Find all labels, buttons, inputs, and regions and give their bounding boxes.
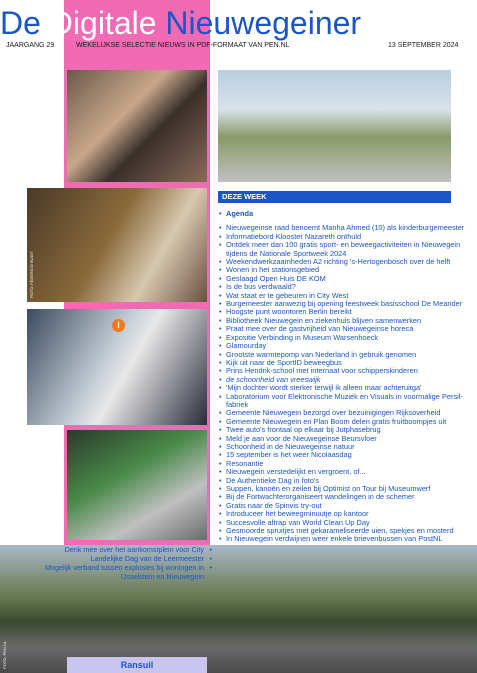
- issue-date: 13 SEPTEMBER 2024: [388, 42, 459, 49]
- toc-item[interactable]: • Nieuwegein verstedelijkt en vergroent, of...: [218, 468, 468, 476]
- toc-item[interactable]: • Wonen in het stationsgebied: [218, 266, 468, 274]
- toc-item[interactable]: • Burgemeester aanwezig bij opening feestweek basisschool De Meander: [218, 300, 468, 308]
- photo-clean-up-day[interactable]: [67, 430, 207, 540]
- title-part-digitale: Digitale: [49, 5, 157, 41]
- footer-label[interactable]: Ransuil: [67, 657, 207, 673]
- photo-musicians[interactable]: [27, 188, 207, 302]
- title-part-nieuwegeiner: Nieuwegeiner: [165, 5, 362, 41]
- toc-item[interactable]: • Succesvolle aftrap van World Clean Up Day: [218, 519, 468, 527]
- toc-item[interactable]: • Glamourday: [218, 342, 468, 350]
- toc-item[interactable]: • Twee auto's frontaal op elkaar bij Jutphasebrug: [218, 426, 468, 434]
- toc-list: [218, 210, 468, 544]
- toc-item[interactable]: • Bij de Fortwachterorganiseert wandelingen in de schemer: [218, 493, 468, 501]
- toc-item[interactable]: • Gratis naar de Spinvis try-out: [218, 502, 468, 510]
- title-part-de: De: [0, 5, 41, 41]
- toc-item[interactable]: • In Nieuwegein verdwijnen weer enkele brievenbussen van PostNL: [218, 535, 468, 543]
- toc-item[interactable]: • Hoogste punt woontoren Berlin bereikt: [218, 308, 468, 316]
- toc-item[interactable]: • Introduceer het beweegminuutje op kantoor: [218, 510, 468, 518]
- photo-credit: FOTO: FEDERICO BUDIT: [29, 250, 34, 298]
- photo-credit: FOTO: PEN.NL: [2, 641, 7, 669]
- toc-item[interactable]: • Is de bus verdwaald?: [218, 283, 468, 291]
- toc-item[interactable]: • Geslaagd Open Huis DE KOM: [218, 275, 468, 283]
- toc-item[interactable]: • Bibliotheek Nieuwegein en ziekenhuis blijven samenwerken: [218, 317, 468, 325]
- toc-item[interactable]: • Suppen, kanoën en zeilen bij Optimist on Tour bij Museumwerf: [218, 485, 468, 493]
- toc-item[interactable]: • Kijk uit naar de SportID beweegbus: [218, 359, 468, 367]
- toc-item[interactable]: • Ontdek meer dan 100 gratis sport- en beweegactiviteiten in Nieuwegein tijdens de Nationale Sportweek 2024: [218, 241, 468, 258]
- left-toc-item[interactable]: Mogelijk verband tussen explosies bij woningen in IJsselstein en Nieuwegein •: [30, 563, 212, 581]
- toc-item[interactable]: • Laboratorium voor Elektronische Muziek en Visuals in voormalige Persil-fabriek: [218, 393, 468, 410]
- toc-item[interactable]: • Meld je aan voor de Nieuwegeinse Beursvloer: [218, 435, 468, 443]
- info-icon: i: [112, 319, 125, 332]
- tagline: WEKELIJKSE SELECTIE NIEUWS IN PDF-FORMAAT VAN PEN.NL: [76, 42, 290, 49]
- toc-item-agenda[interactable]: • Agenda: [218, 210, 468, 218]
- toc-item[interactable]: • Gemeente Nieuwegein en Plan Boom delen gratis fruitboompjes uit: [218, 418, 468, 426]
- photo-kinderburgemeester[interactable]: [67, 70, 207, 182]
- toc-item[interactable]: • De Authentieke Dag in foto's: [218, 477, 468, 485]
- toc-item[interactable]: • Weekendwerkzaamheden A2 richting 's-Hertogenbosch over de helft: [218, 258, 468, 266]
- section-heading-deze-week: DEZE WEEK: [218, 191, 451, 203]
- toc-item[interactable]: • Gemeente Nieuwegein bezorgd over bezuinigingen Rijksoverheid: [218, 409, 468, 417]
- toc-item[interactable]: • Informatiebord Klooster Nazareth onthuld: [218, 233, 468, 241]
- volume-label: JAARGANG 29: [6, 42, 55, 49]
- toc-item[interactable]: • Grootste warmtepomp van Nederland in gebruik genomen: [218, 351, 468, 359]
- left-toc-item[interactable]: Denk mee over het aankomstplein voor City •: [30, 545, 212, 554]
- left-toc-list: [30, 545, 212, 581]
- toc-item[interactable]: • Praat mee over de gastvrijheid van Nieuwegeinse horeca: [218, 325, 468, 333]
- toc-item[interactable]: • Nieuwegeinse raad benoemt Manha Ahmed (10) als kinderburgemeester: [218, 224, 468, 232]
- toc-item[interactable]: • Gesmoorde spruitjes met gekarameliseerde uien, spekjes en mosterd: [218, 527, 468, 535]
- left-toc-item[interactable]: Landelijke Dag van de Leermeester •: [30, 554, 212, 563]
- toc-item[interactable]: • 15 september is het weer Nicolaasdag: [218, 451, 468, 459]
- toc-item[interactable]: • Prins Hendrik-school met internaat voor schipperskinderen: [218, 367, 468, 375]
- toc-item[interactable]: • Expositie Verbinding in Museum Warsenhoeck: [218, 334, 468, 342]
- photo-schoolyard-event[interactable]: [218, 70, 451, 182]
- toc-item[interactable]: • de schoonheid van vreeswijk: [218, 376, 468, 384]
- masthead-title: [0, 3, 477, 43]
- toc-item[interactable]: • 'Mijn dochter wordt sterker terwijl ik alleen maar achteruitga': [218, 384, 468, 392]
- toc-item[interactable]: • Resonantie: [218, 460, 468, 468]
- toc-item[interactable]: • Wat staat er te gebeuren in City West: [218, 292, 468, 300]
- toc-item[interactable]: • Schoonheid in de Nieuwegeinse natuur: [218, 443, 468, 451]
